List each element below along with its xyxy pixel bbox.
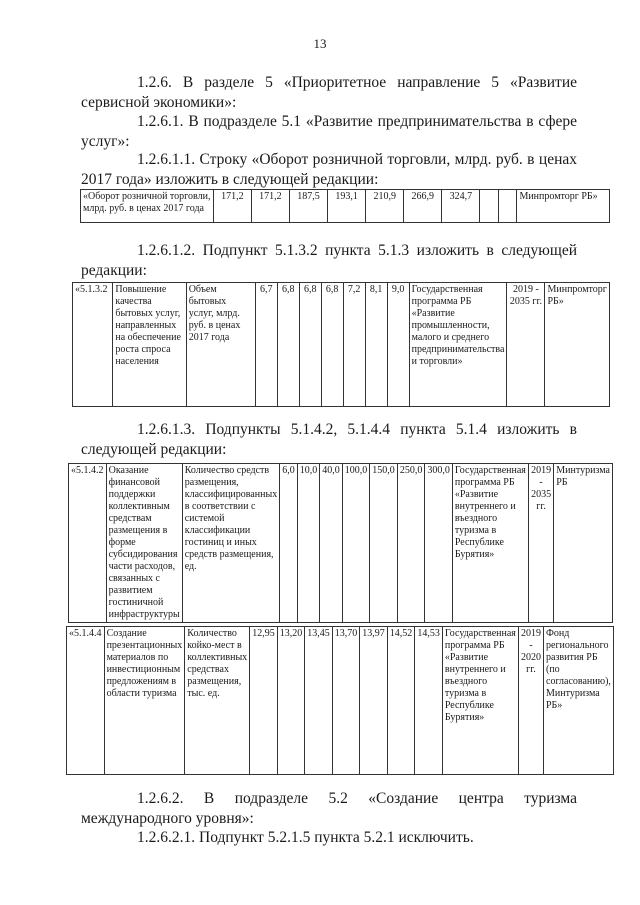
- table-cell-value: 7,2: [343, 283, 365, 407]
- table-cell-value: 150,0: [370, 464, 398, 623]
- table-cell-value: 6,7: [255, 283, 277, 407]
- table-cell-measure: Оказание финансовой поддержки коллективным средствам размещения в форме субсидирования части расходов, связанных с развитием гостиничной инфраструктуры: [106, 464, 182, 623]
- table-cell-responsible: Минтуризма РБ: [554, 464, 613, 623]
- table-row: [81, 190, 610, 223]
- table-cell-measure: Создание презентационных материалов по инвестиционным предложениям в области туризма: [104, 627, 185, 775]
- table-row: [73, 283, 610, 407]
- table-cell-measure: Повышение качества бытовых услуг, направленных на обеспечение роста спроса населения: [113, 283, 186, 407]
- table-cell-value: 12,95: [250, 627, 278, 775]
- table-cell-value: 171,2: [213, 190, 251, 223]
- table-5-1-4-4: [66, 626, 614, 775]
- table-cell-value: 10,0: [297, 464, 320, 623]
- paragraph-1-2-6-1-1: 1.2.6.1.1. Строку «Оборот розничной торговли, млрд. руб. в ценах 2017 года» изложить в следующей редакции:: [81, 151, 577, 188]
- table-cell-value: 13,45: [305, 627, 333, 775]
- table-cell-value: 9,0: [387, 283, 409, 407]
- table-cell-code: «5.1.4.2: [69, 464, 107, 623]
- table-cell-indicator: «Оборот розничной торговли, млрд. руб. в ценах 2017 года: [81, 190, 214, 223]
- table-cell-indicator: Количество средств размещения, классифицированных в соответствии с системой классификации гостиниц и иных средств размещения, ед.: [182, 464, 280, 623]
- table-cell-value: 100,0: [342, 464, 370, 623]
- table-cell-value: 13,20: [277, 627, 305, 775]
- paragraph-1-2-6-2-1: 1.2.6.2.1. Подпункт 5.2.1.5 пункта 5.2.1 исключить.: [137, 829, 474, 846]
- table-row: [69, 464, 613, 623]
- table-cell-code: «5.1.3.2: [73, 283, 113, 407]
- table-cell-period: 2019 - 2035 гг.: [507, 283, 545, 407]
- paragraph-1-2-6-1: 1.2.6.1. В подразделе 5.1 «Развитие предпринимательства в сфере услуг»:: [81, 113, 577, 150]
- table-cell-indicator: Объем бытовых услуг, млрд. руб. в ценах 2017 года: [186, 283, 255, 407]
- table-cell-value: 266,9: [404, 190, 442, 223]
- table-cell-program: Государственная программа РБ «Развитие промышленности, малого и среднего предпринимательства и торговли»: [409, 283, 507, 407]
- paragraph-1-2-6-1-2: 1.2.6.1.2. Подпункт 5.1.3.2 пункта 5.1.3 изложить в следующей редакции:: [81, 242, 577, 279]
- table-cell-value: 187,5: [289, 190, 327, 223]
- table-cell-responsible: Минпромторг РБ»: [545, 283, 610, 407]
- table-cell-value: 8,1: [365, 283, 387, 407]
- paragraph-1-2-6: 1.2.6. В разделе 5 «Приоритетное направление 5 «Развитие сервисной экономики»:: [81, 74, 577, 111]
- table-cell-value: 13,97: [360, 627, 388, 775]
- table-cell-value: 250,0: [397, 464, 425, 623]
- page-number: 13: [313, 36, 327, 51]
- paragraph-1-2-6-1-3: 1.2.6.1.3. Подпункты 5.1.4.2, 5.1.4.4 пункта 5.1.4 изложить в следующей редакции:: [81, 421, 577, 458]
- table-cell-value: 171,2: [251, 190, 289, 223]
- table-cell-value: 210,9: [366, 190, 404, 223]
- table-cell-value: 14,52: [387, 627, 415, 775]
- table-cell-value: 193,1: [328, 190, 366, 223]
- table-cell-empty: [480, 190, 499, 223]
- table-cell-program: Государственная программа РБ «Развитие внутреннего и въездного туризма в Республике Бурятия»: [452, 464, 528, 623]
- table-cell-value: 324,7: [442, 190, 480, 223]
- table-cell-value: 6,8: [321, 283, 343, 407]
- table-cell-value: 6,8: [277, 283, 299, 407]
- table-cell-value: 40,0: [320, 464, 343, 623]
- paragraph-1-2-6-2: 1.2.6.2. В подразделе 5.2 «Создание центра туризма международного уровня»:: [81, 790, 577, 827]
- table-cell-period: 2019 - 2020 гг.: [518, 627, 543, 775]
- table-cell-responsible: Минпромторг РБ»: [517, 190, 610, 223]
- table-cell-period: 2019 - 2035 гг.: [528, 464, 553, 623]
- table-cell-indicator: Количество койко-мест в коллективных средствах размещения, тыс. ед.: [185, 627, 250, 775]
- table-retail-turnover: [80, 189, 610, 223]
- table-cell-value: 6,8: [299, 283, 321, 407]
- table-cell-responsible: Фонд регионального развития РБ (по согласованию), Минтуризма РБ»: [544, 627, 614, 775]
- table-cell-value: 13,70: [332, 627, 360, 775]
- table-cell-value: 14,53: [415, 627, 443, 775]
- table-row: [67, 627, 614, 775]
- table-cell-program: Государственная программа РБ «Развитие внутреннего и въездного туризма в Республике Бурятия»: [442, 627, 518, 775]
- table-cell-empty: [498, 190, 517, 223]
- table-cell-code: «5.1.4.4: [67, 627, 105, 775]
- table-cell-value: 6,0: [280, 464, 298, 623]
- table-5-1-4-2: [68, 463, 613, 623]
- table-cell-value: 300,0: [425, 464, 453, 623]
- table-5-1-3-2: [72, 282, 610, 407]
